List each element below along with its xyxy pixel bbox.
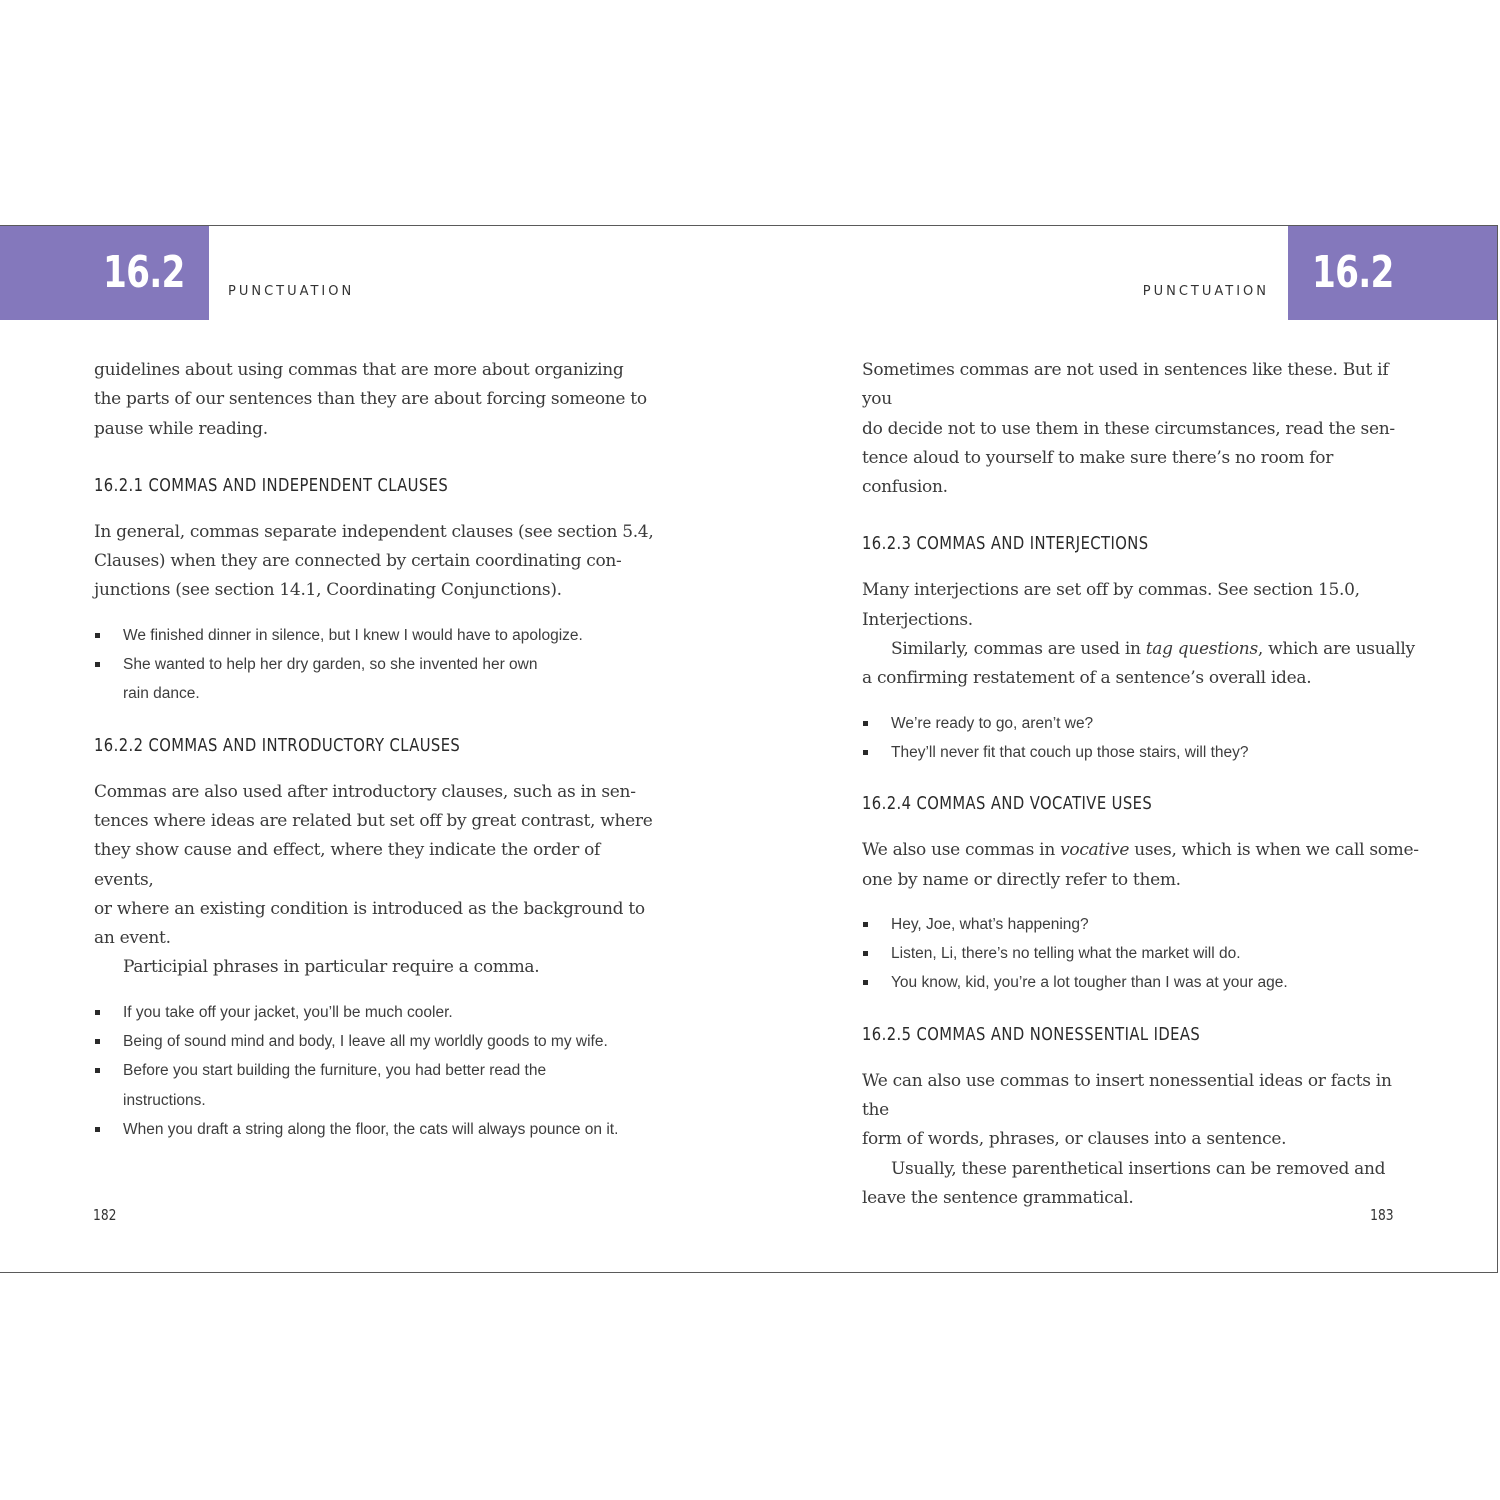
text-line: Sometimes commas are not used in sentences like these. But if you (862, 360, 1389, 410)
section-heading-16-2-4: 16.2.4 COMMAS AND VOCATIVE USES (862, 793, 1153, 815)
bullet-icon (95, 1068, 100, 1073)
list-item-text: Hey, Joe, what’s happening? (891, 915, 1089, 933)
list-item-text: instructions. (123, 1091, 206, 1109)
text-line: they show cause and effect, where they indicate the order of events, (94, 840, 601, 890)
list-item (94, 650, 654, 709)
list-item (94, 1056, 654, 1115)
running-head-left: PUNCTUATION (228, 284, 355, 299)
text-run: , which are usually (1257, 639, 1415, 660)
right-page-column (862, 356, 1422, 1213)
list-item (94, 1115, 654, 1144)
text-run: Similarly, commas are used in (891, 639, 1146, 660)
page-number-left: 182 (93, 1206, 117, 1224)
list-item (862, 939, 1422, 968)
text-line: do decide not to use them in these circumstances, read the sen- (862, 418, 1395, 439)
text-line: Interjections. (862, 609, 973, 630)
example-list (94, 998, 654, 1144)
section-heading-16-2-1: 16.2.1 COMMAS AND INDEPENDENT CLAUSES (94, 474, 449, 496)
list-item (862, 910, 1422, 939)
text-line: Commas are also used after introductory clauses, such as in sen- (94, 781, 636, 802)
list-item-text: We’re ready to go, aren’t we? (891, 714, 1094, 732)
list-item (862, 968, 1422, 997)
list-item-text: When you draft a string along the floor, the cats will always pounce on it. (123, 1120, 619, 1138)
example-list (94, 621, 654, 709)
list-item-text: rain dance. (123, 685, 200, 703)
section-paragraph: Participial phrases in particular require a comma. (123, 957, 540, 978)
text-line: tences where ideas are related but set off by great contrast, where (94, 810, 653, 831)
text-line: Clauses) when they are connected by certain coordinating con- (94, 551, 622, 572)
intro-paragraph (94, 356, 654, 444)
list-item-text: Listen, Li, there’s no telling what the market will do. (891, 945, 1241, 963)
list-item (94, 621, 654, 650)
italic-term: tag questions (1145, 639, 1258, 660)
section-heading-16-2-5: 16.2.5 COMMAS AND NONESSENTIAL IDEAS (862, 1023, 1201, 1045)
bullet-icon (863, 750, 868, 755)
bullet-icon (863, 922, 868, 927)
section-paragraph (94, 518, 654, 606)
text-line: the parts of our sentences than they are about forcing someone to (94, 389, 647, 410)
list-item (94, 998, 654, 1027)
bullet-icon (95, 662, 100, 667)
text-line: Usually, these parenthetical insertions can be removed and (891, 1158, 1386, 1179)
list-item-text: We finished dinner in silence, but I knew I would have to apologize. (123, 626, 583, 644)
section-tab-right (1288, 226, 1497, 320)
text-line: We can also use commas to insert nonessential ideas or facts in the (862, 1070, 1392, 1121)
section-paragraph (862, 576, 1422, 635)
italic-term: vocative (1060, 840, 1130, 861)
example-list (862, 910, 1422, 998)
bullet-icon (95, 1039, 100, 1044)
bullet-icon (863, 951, 868, 956)
bullet-icon (95, 1010, 100, 1015)
list-item (94, 1027, 654, 1056)
text-run: We also use commas in (862, 840, 1061, 861)
bullet-icon (863, 980, 868, 985)
list-item-text: She wanted to help her dry garden, so she invented her own (123, 656, 538, 674)
text-line: leave the sentence grammatical. (862, 1187, 1134, 1208)
text-line: tence aloud to yourself to make sure there’s no room for confusion. (862, 447, 1334, 498)
section-paragraph (862, 836, 1422, 895)
book-spread (0, 225, 1498, 1273)
list-item-text: If you take off your jacket, you’ll be much cooler. (123, 1003, 453, 1021)
text-line: guidelines about using commas that are more about organizing (94, 360, 624, 380)
text-line: pause while reading. (94, 418, 268, 439)
section-heading-16-2-2: 16.2.2 COMMAS AND INTRODUCTORY CLAUSES (94, 734, 461, 756)
section-paragraph (94, 778, 654, 954)
list-item-text: You know, kid, you’re a lot tougher than I was at your age. (891, 974, 1288, 992)
text-line: one by name or directly refer to them. (862, 869, 1181, 890)
text-run: uses, which is when we call some- (1129, 840, 1419, 861)
running-head-right: PUNCTUATION (1142, 284, 1269, 299)
section-heading-16-2-3: 16.2.3 COMMAS AND INTERJECTIONS (862, 533, 1149, 555)
section-paragraph (862, 635, 1422, 694)
example-list (862, 709, 1422, 768)
text-line: Many interjections are set off by commas. See section 15.0, (862, 580, 1360, 601)
section-number-right: 16.2 (1312, 247, 1394, 298)
section-number-left: 16.2 (103, 247, 185, 298)
text-line: or where an existing condition is introduced as the background to (94, 898, 645, 919)
list-item-text: Being of sound mind and body, I leave all my worldly goods to my wife. (123, 1033, 608, 1051)
text-line: junctions (see section 14.1, Coordinating Conjunctions). (94, 580, 562, 601)
page-number-right: 183 (1370, 1206, 1394, 1224)
intro-paragraph (862, 356, 1422, 502)
section-paragraph (862, 1155, 1422, 1214)
text-line: an event. (94, 928, 171, 949)
list-item (862, 709, 1422, 738)
bullet-icon (863, 721, 868, 726)
bullet-icon (95, 1127, 100, 1132)
section-tab-left (0, 226, 209, 320)
list-item-text: They’ll never fit that couch up those stairs, will they? (891, 743, 1249, 761)
list-item-text: Before you start building the furniture, you had better read the (123, 1062, 547, 1080)
list-item (862, 738, 1422, 767)
text-line: form of words, phrases, or clauses into a sentence. (862, 1129, 1287, 1150)
left-page-column (94, 356, 654, 1144)
section-paragraph (862, 1067, 1422, 1155)
text-line: In general, commas separate independent clauses (see section 5.4, (94, 521, 654, 542)
bullet-icon (95, 633, 100, 638)
text-line: a confirming restatement of a sentence’s overall idea. (862, 668, 1312, 689)
